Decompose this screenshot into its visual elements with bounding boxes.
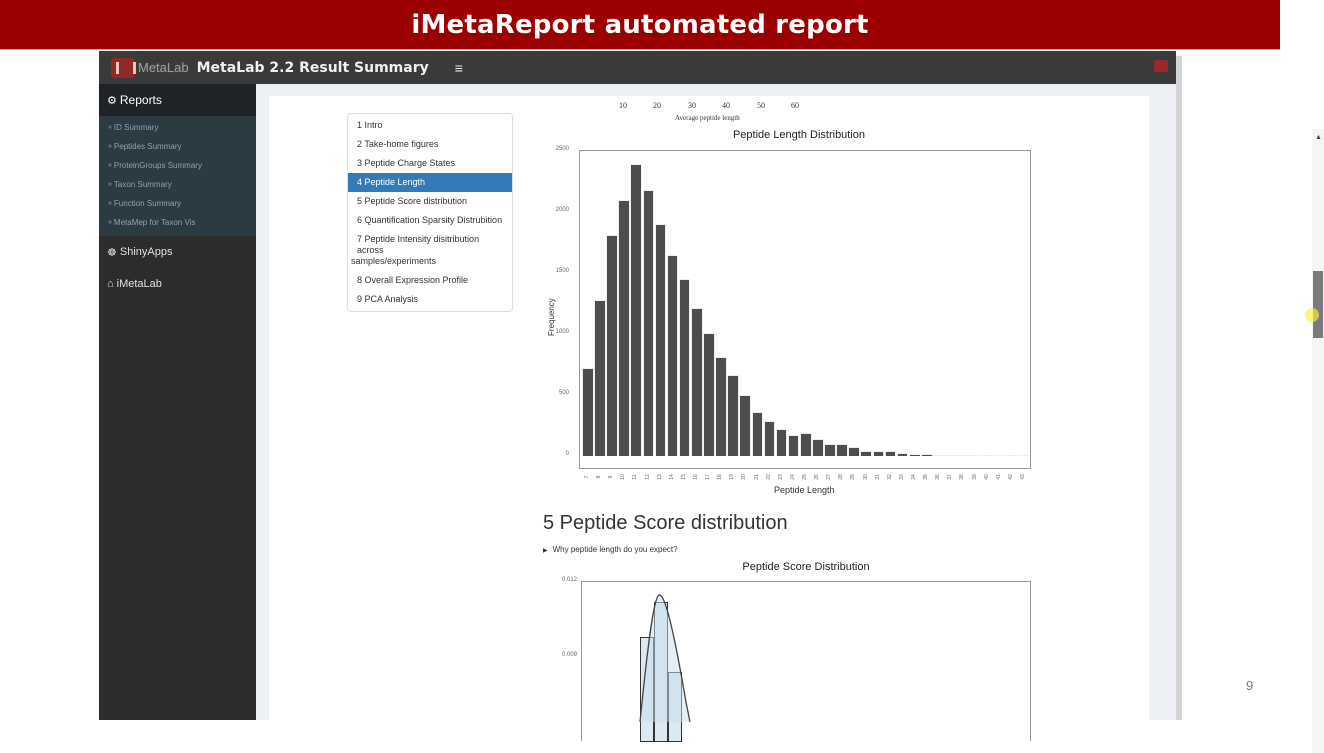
x-tick: 34 <box>910 474 917 480</box>
sidebar-subitem-proteingroups-summary[interactable] <box>99 156 256 175</box>
histogram-bar <box>703 333 715 456</box>
x-tick: 29 <box>850 474 857 480</box>
x-tick: 37 <box>947 474 954 480</box>
sidebar-subitem-label: Function Summary <box>113 199 182 208</box>
sidebar-subitem-label: Taxon Summary <box>113 180 172 189</box>
x-tick: 22 <box>765 474 772 480</box>
toc-item-expression-profile[interactable]: 8 Overall Expression Profile <box>357 275 469 285</box>
sidebar-subitem-label: MetaMep for Taxon Vis <box>113 218 196 227</box>
chevron-right-icon: » <box>108 124 112 131</box>
sidebar-subitem-taxon-summary[interactable] <box>99 175 256 194</box>
metalab-logo[interactable] <box>111 58 189 78</box>
x-tick: 24 <box>789 474 796 480</box>
x-tick: 16 <box>693 474 700 480</box>
histogram-bar <box>873 451 885 456</box>
axis-tick: 10 <box>619 101 627 110</box>
details-summary: Why peptide length do you expect? <box>552 545 678 554</box>
slide-title: iMetaReport automated report <box>411 9 869 40</box>
mouse-cursor-highlight <box>1305 308 1319 322</box>
length-chart-ylabel: Frequency <box>547 298 556 336</box>
toc-item-peptide-length[interactable]: 4 Peptide Length <box>348 173 512 192</box>
y-tick: 1500 <box>555 268 569 274</box>
x-tick: 27 <box>826 474 833 480</box>
x-tick: 36 <box>935 474 942 480</box>
x-tick: 41 <box>995 474 1002 480</box>
x-tick: 25 <box>802 474 808 480</box>
sidebar-item-imetalab[interactable] <box>99 268 256 300</box>
chevron-right-icon: » <box>108 219 112 226</box>
axis-label: Average peptide length <box>675 114 740 122</box>
sidebar-subitem-label: Peptides Summary <box>113 142 182 151</box>
histogram-bar <box>982 455 994 456</box>
axis-tick: 60 <box>791 101 799 110</box>
sidebar-item-label: ShinyApps <box>119 246 173 258</box>
toc-item-take-home[interactable]: 2 Take-home figures <box>357 139 439 149</box>
histogram-bar <box>921 454 933 456</box>
length-chart-plot <box>579 150 1031 469</box>
x-tick: 43 <box>1019 474 1026 480</box>
toc-item-pca[interactable]: 9 PCA Analysis <box>357 294 419 304</box>
histogram-bar <box>933 455 945 456</box>
histogram-bar <box>848 447 860 456</box>
score-chart-title: Peptide Score Distribution <box>742 561 870 573</box>
histogram-bar <box>909 454 921 456</box>
x-tick: 32 <box>886 474 893 480</box>
axis-tick: 40 <box>722 101 730 110</box>
toc-item-intensity[interactable] <box>348 230 512 271</box>
x-tick: 17 <box>705 474 712 480</box>
histogram-bar <box>752 412 764 456</box>
histogram-bar <box>691 308 703 456</box>
x-tick: 11 <box>632 474 639 480</box>
chevron-right-icon: » <box>108 162 112 169</box>
histogram-bar <box>655 224 667 456</box>
histogram-bar <box>836 444 848 456</box>
x-tick: 30 <box>862 474 869 480</box>
histogram-bar <box>812 439 824 456</box>
histogram-bar <box>715 357 727 456</box>
y-tick: 0 <box>565 451 569 457</box>
sidebar-subitem-metamep[interactable] <box>99 213 256 232</box>
section-heading-score: 5 Peptide Score distribution <box>543 512 788 534</box>
x-tick: 28 <box>838 474 845 480</box>
browser-app <box>99 51 1322 720</box>
x-tick: 19 <box>729 474 736 480</box>
gear-icon: ☸ <box>107 246 117 259</box>
histogram-bar <box>860 451 872 456</box>
x-tick: 7 <box>584 475 591 479</box>
histogram-bar <box>1006 455 1018 456</box>
x-tick: 39 <box>971 474 978 480</box>
x-tick: 14 <box>668 474 675 480</box>
sidebar-item-label: iMetaLab <box>116 278 162 290</box>
histogram-bar <box>885 451 897 456</box>
table-of-contents <box>347 113 513 312</box>
reports-submenu <box>99 116 256 236</box>
disclosure-triangle-icon: ▶ <box>543 548 548 554</box>
page-scrollbar-thumb[interactable] <box>1313 271 1323 338</box>
histogram-bar <box>957 455 969 456</box>
histogram-bar <box>630 164 642 456</box>
histogram-bar <box>606 235 618 456</box>
length-chart-xticks <box>581 472 1029 484</box>
slide-number: 9 <box>1246 678 1254 693</box>
report-page <box>269 96 1149 726</box>
histogram-bar <box>788 435 800 456</box>
x-tick: 21 <box>753 474 760 480</box>
x-tick: 26 <box>814 474 821 480</box>
histogram-bar <box>739 395 751 456</box>
logo-text: MetaLab <box>138 60 189 75</box>
sidebar-subitem-label: ProteinGroups Summary <box>113 161 202 170</box>
dashboard-icon: ⚙ <box>107 94 117 107</box>
histogram-bar <box>727 375 739 456</box>
scroll-up-arrow-icon[interactable]: ▲ <box>1315 134 1322 141</box>
x-tick: 13 <box>656 474 663 480</box>
histogram-bar <box>969 455 981 456</box>
sidebar-subitem-label: ID Summary <box>113 123 159 132</box>
menu-toggle-icon[interactable]: ≡ <box>454 59 463 76</box>
x-tick: 35 <box>923 474 930 480</box>
x-tick: 8 <box>596 475 603 479</box>
app-title: MetaLab 2.2 Result Summary <box>196 59 429 76</box>
metalab-small-logo-icon[interactable] <box>1154 60 1168 72</box>
x-tick: 38 <box>959 474 966 480</box>
toc-item-score-distribution[interactable]: 5 Peptide Score distribution <box>357 196 468 206</box>
histogram-bar <box>679 279 691 456</box>
histogram-bar <box>618 200 630 456</box>
sidebar-item-shinyapps[interactable] <box>99 236 256 268</box>
histogram-bar <box>764 421 776 456</box>
outer-scrollbar[interactable] <box>1176 56 1182 720</box>
y-tick: 2000 <box>555 207 569 213</box>
x-tick: 31 <box>874 474 881 480</box>
previous-chart-axis <box>613 96 813 126</box>
histogram-bar <box>994 455 1006 456</box>
score-chart-plot <box>581 581 1031 741</box>
x-tick: 23 <box>777 474 784 480</box>
sidebar-subitem-peptides-summary[interactable] <box>99 137 256 156</box>
x-tick: 20 <box>741 474 748 480</box>
chevron-right-icon: » <box>108 181 112 188</box>
length-chart-xlabel: Peptide Length <box>774 485 835 495</box>
density-curve <box>582 582 1032 742</box>
y-tick: 0.009 <box>561 652 577 658</box>
chevron-right-icon: » <box>108 200 112 207</box>
toc-item-intro[interactable]: 1 Intro <box>357 120 383 130</box>
toc-item-label-cont: samples/experiments <box>351 256 437 266</box>
details-toggle[interactable] <box>543 545 678 554</box>
home-icon: ⌂ <box>107 278 114 290</box>
histogram-bar <box>643 190 655 456</box>
toc-item-label: 7 Peptide Intensity disitribution across <box>357 234 480 255</box>
x-tick: 42 <box>1007 474 1014 480</box>
y-tick: 2500 <box>555 146 569 152</box>
toc-item-charge-states[interactable]: 3 Peptide Charge States <box>357 158 456 168</box>
length-chart-title: Peptide Length Distribution <box>732 129 866 141</box>
x-tick: 40 <box>983 474 990 480</box>
main-content <box>256 84 1322 720</box>
top-navbar <box>99 51 1176 84</box>
x-tick: 33 <box>898 474 905 480</box>
sidebar-subitem-function-summary[interactable] <box>99 194 256 213</box>
metalab-logo-icon <box>111 58 135 78</box>
sidebar-subitem-id-summary[interactable] <box>99 118 256 137</box>
histogram-bar <box>897 453 909 456</box>
x-tick: 18 <box>717 474 724 480</box>
length-chart-bars <box>582 151 1030 456</box>
y-tick: 1000 <box>555 329 569 335</box>
histogram-bar <box>800 433 812 456</box>
y-tick: 0.012 <box>561 577 577 583</box>
histogram-bar <box>594 300 606 456</box>
axis-tick: 20 <box>653 101 661 110</box>
histogram-bar <box>945 455 957 456</box>
sidebar-item-label: Reports <box>119 93 162 107</box>
axis-tick: 50 <box>757 101 765 110</box>
x-tick: 9 <box>608 475 615 479</box>
y-tick: 500 <box>558 390 569 396</box>
x-tick: 10 <box>620 474 627 480</box>
histogram-bar <box>667 255 679 456</box>
histogram-bar <box>1018 455 1030 456</box>
x-tick: 15 <box>680 474 687 480</box>
sidebar <box>99 84 256 720</box>
sidebar-item-reports[interactable] <box>99 84 256 116</box>
page-scrollbar-track[interactable] <box>1312 129 1324 753</box>
x-tick: 12 <box>644 474 651 480</box>
histogram-bar <box>776 429 788 456</box>
histogram-bar <box>824 444 836 456</box>
chevron-right-icon: » <box>108 143 112 150</box>
slide-banner <box>0 0 1280 50</box>
toc-item-sparsity[interactable]: 6 Quantification Sparsity Distrubition <box>357 215 503 225</box>
histogram-bar <box>582 368 594 456</box>
axis-tick: 30 <box>688 101 696 110</box>
